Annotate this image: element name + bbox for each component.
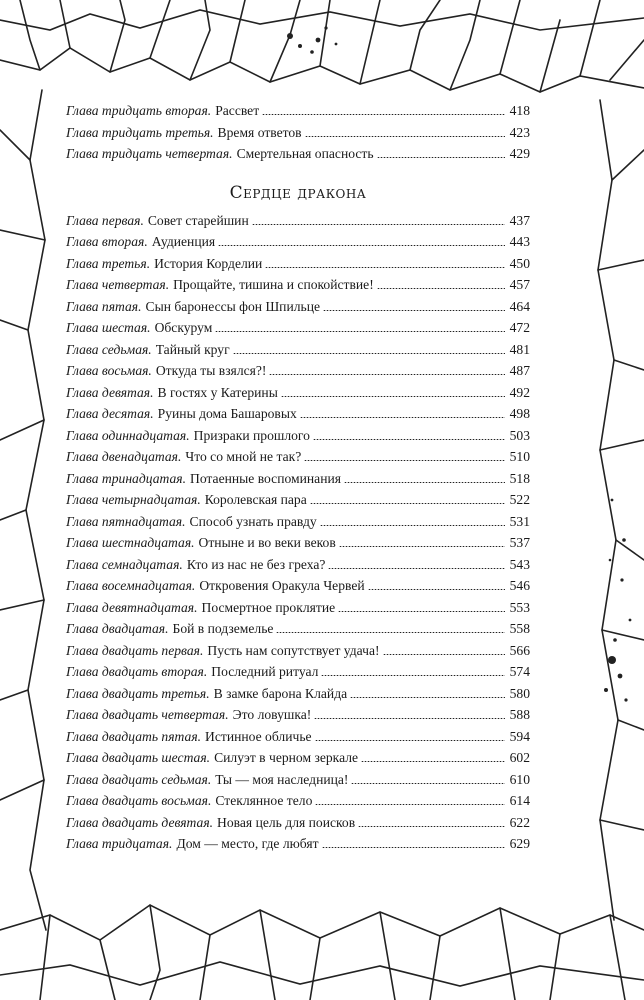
toc-entry[interactable] [66, 618, 530, 640]
chapter-number: Глава тридцать третья. [66, 124, 214, 140]
page-number: 498 [509, 406, 530, 421]
chapter-number: Глава восьмая. [66, 363, 152, 378]
chapter-number: Глава пятая. [66, 298, 142, 314]
toc-entry[interactable] [66, 274, 530, 296]
chapter-number: Глава первая. [66, 212, 144, 228]
toc-entry[interactable] [66, 532, 530, 554]
toc-entry[interactable] [66, 100, 530, 122]
chapter-title: Потаенные воспоминания [190, 470, 342, 486]
page-number: 423 [509, 124, 530, 140]
toc-entry[interactable] [66, 704, 530, 726]
chapter-title: Новая цель для поисков [217, 814, 356, 830]
page-number: 487 [509, 363, 530, 378]
toc-entry[interactable] [66, 489, 530, 511]
dot-leader [315, 740, 505, 741]
page-number: 574 [509, 664, 530, 679]
chapter-title: Способ узнать правду [189, 513, 317, 529]
chapter-title: Кто из нас не без греха? [186, 556, 326, 572]
dot-leader [265, 267, 505, 268]
toc-entry[interactable] [66, 317, 530, 339]
chapter-title: В гостях у Катерины [157, 384, 278, 400]
page-number: 457 [509, 277, 530, 292]
chapter-number: Глава двадцать седьмая. [66, 771, 212, 787]
chapter-title: Посмертное проклятие [201, 599, 336, 615]
page-number: 566 [509, 642, 530, 658]
dot-leader [313, 439, 505, 440]
page-number: 437 [509, 212, 530, 228]
chapter-number: Глава двадцать вторая. [66, 664, 208, 679]
chapter-title: Бой в подземелье [172, 621, 274, 636]
toc-entry[interactable] [66, 640, 530, 662]
chapter-title: В замке барона Клайда [213, 685, 348, 701]
chapter-number: Глава шестнадцатая. [66, 535, 195, 550]
chapter-title: Отныне и во веки веков [198, 535, 336, 550]
toc-entry[interactable] [66, 726, 530, 748]
chapter-number: Глава девятнадцатая. [66, 599, 198, 615]
chapter-number: Глава двадцать пятая. [66, 728, 202, 744]
chapter-title: Прощайте, тишина и спокойствие! [173, 277, 374, 292]
chapter-number: Глава двадцать девятая. [66, 814, 214, 830]
dot-leader [252, 224, 505, 225]
chapter-number: Глава четвертая. [66, 277, 170, 292]
toc-entry[interactable] [66, 812, 530, 834]
dot-leader [351, 783, 505, 784]
page-number: 546 [509, 578, 530, 593]
page-number: 610 [509, 771, 530, 787]
page-number: 594 [509, 728, 530, 744]
toc-entry[interactable] [66, 769, 530, 791]
page-number: 580 [509, 685, 530, 701]
dot-leader [322, 847, 505, 848]
chapter-title: Время ответов [217, 124, 302, 140]
toc-entry[interactable] [66, 575, 530, 597]
toc-entry[interactable] [66, 210, 530, 232]
toc-entry[interactable] [66, 790, 530, 812]
dot-leader [323, 310, 505, 311]
toc-entry[interactable] [66, 296, 530, 318]
page-number: 510 [509, 449, 530, 464]
page-number: 429 [509, 146, 530, 161]
dot-leader [344, 482, 505, 483]
chapter-number: Глава пятнадцатая. [66, 513, 186, 529]
chapter-title: Последний ритуал [211, 664, 319, 679]
dot-leader [320, 525, 505, 526]
toc-entry[interactable] [66, 747, 530, 769]
page-number: 614 [509, 793, 530, 808]
chapter-number: Глава третья. [66, 255, 151, 271]
page-number: 629 [509, 836, 530, 851]
toc-entry[interactable] [66, 468, 530, 490]
dot-leader [361, 761, 505, 762]
toc-entry[interactable] [66, 597, 530, 619]
chapter-title: Дом — место, где любят [176, 836, 319, 851]
chapter-title: Аудиенция [151, 234, 216, 249]
page-number: 464 [509, 298, 530, 314]
chapter-number: Глава одиннадцатая. [66, 427, 190, 443]
toc-entry[interactable] [66, 554, 530, 576]
page-number: 518 [509, 470, 530, 486]
chapter-number: Глава восемнадцатая. [66, 578, 196, 593]
page-number: 481 [509, 341, 530, 357]
dot-leader [276, 632, 505, 633]
chapter-title: Рассвет [215, 103, 260, 118]
chapter-title: Смертельная опасность [236, 146, 374, 161]
dot-leader [358, 826, 505, 827]
dot-leader [304, 460, 505, 461]
table-of-contents [66, 100, 530, 855]
chapter-title: Королевская пара [204, 492, 307, 507]
chapter-number: Глава двадцатая. [66, 621, 169, 636]
toc-entry[interactable] [66, 143, 530, 165]
toc-entry[interactable] [66, 253, 530, 275]
toc-entry[interactable] [66, 231, 530, 253]
chapter-number: Глава девятая. [66, 384, 154, 400]
toc-entry[interactable] [66, 382, 530, 404]
dot-leader [262, 114, 505, 115]
toc-entry[interactable] [66, 833, 530, 855]
dot-leader [350, 697, 505, 698]
chapter-title: Призраки прошлого [193, 427, 310, 443]
chapter-number: Глава двадцать четвертая. [66, 707, 229, 722]
dot-leader [377, 288, 505, 289]
page-number: 537 [509, 535, 530, 550]
page-number: 443 [509, 234, 530, 249]
chapter-number: Глава вторая. [66, 234, 148, 249]
dot-leader [305, 136, 505, 137]
toc-entry[interactable] [66, 425, 530, 447]
chapter-title: Это ловушка! [232, 707, 312, 722]
dot-leader [338, 611, 505, 612]
chapter-number: Глава седьмая. [66, 341, 152, 357]
chapter-title: Истинное обличье [205, 728, 312, 744]
chapter-title: Пусть нам сопутствует удача! [207, 642, 380, 658]
chapter-title: Ты — моя наследница! [215, 771, 349, 787]
chapter-title: Откуда ты взялся?! [155, 363, 267, 378]
toc-entry[interactable] [66, 661, 530, 683]
page-number: 450 [509, 255, 530, 271]
chapter-number: Глава четырнадцатая. [66, 492, 201, 507]
dot-leader [383, 654, 505, 655]
page-number: 543 [509, 556, 530, 572]
page-number: 531 [509, 513, 530, 529]
page-number: 622 [509, 814, 530, 830]
toc-entry[interactable] [66, 122, 530, 144]
dot-leader [233, 353, 505, 354]
chapter-title: Откровения Оракула Червей [199, 578, 365, 593]
page-number: 553 [509, 599, 530, 615]
chapter-number: Глава двадцать первая. [66, 642, 204, 658]
page-number: 558 [509, 621, 530, 636]
chapter-number: Глава тридцать четвертая. [66, 146, 233, 161]
chapter-title: Обскурум [154, 320, 213, 335]
chapter-number: Глава шестая. [66, 320, 151, 335]
dot-leader [328, 568, 505, 569]
toc-entry[interactable] [66, 360, 530, 382]
toc-entry[interactable] [66, 403, 530, 425]
dot-leader [377, 157, 505, 158]
page-number: 522 [509, 492, 530, 507]
page-number: 418 [509, 103, 530, 118]
toc-entry[interactable] [66, 339, 530, 361]
dot-leader [281, 396, 505, 397]
toc-entry[interactable] [66, 446, 530, 468]
chapter-title: Руины дома Башаровых [157, 406, 297, 421]
page-number: 588 [509, 707, 530, 722]
chapter-title: Силуэт в черном зеркале [214, 750, 359, 765]
page-number: 492 [509, 384, 530, 400]
dot-leader [218, 245, 505, 246]
chapter-title: Совет старейшин [147, 212, 249, 228]
chapter-number: Глава двенадцатая. [66, 449, 182, 464]
chapter-number: Глава десятая. [66, 406, 154, 421]
toc-entry[interactable] [66, 683, 530, 705]
toc-entry[interactable] [66, 511, 530, 533]
dot-leader [315, 804, 505, 805]
page-number: 602 [509, 750, 530, 765]
page-number: 472 [509, 320, 530, 335]
chapter-number: Глава двадцать шестая. [66, 750, 211, 765]
chapter-number: Глава двадцать третья. [66, 685, 210, 701]
dot-leader [368, 589, 505, 590]
chapter-title: Тайный круг [155, 341, 230, 357]
chapter-number: Глава двадцать восьмая. [66, 793, 212, 808]
chapter-title: Что со мной не так? [185, 449, 302, 464]
dot-leader [215, 331, 505, 332]
chapter-number: Глава тринадцатая. [66, 470, 186, 486]
page-number: 503 [509, 427, 530, 443]
chapter-title: Сын баронессы фон Шпильце [145, 298, 321, 314]
dot-leader [300, 417, 505, 418]
chapter-number: Глава тридцатая. [66, 836, 173, 851]
chapter-title: История Корделии [154, 255, 263, 271]
chapter-number: Глава семнадцатая. [66, 556, 183, 572]
dot-leader [314, 718, 505, 719]
chapter-number: Глава тридцать вторая. [66, 103, 212, 118]
dot-leader [321, 675, 505, 676]
dot-leader [339, 546, 505, 547]
dot-leader [310, 503, 505, 504]
chapter-title: Стеклянное тело [215, 793, 313, 808]
section-title: Сердце дракона [229, 182, 367, 203]
dot-leader [269, 374, 505, 375]
